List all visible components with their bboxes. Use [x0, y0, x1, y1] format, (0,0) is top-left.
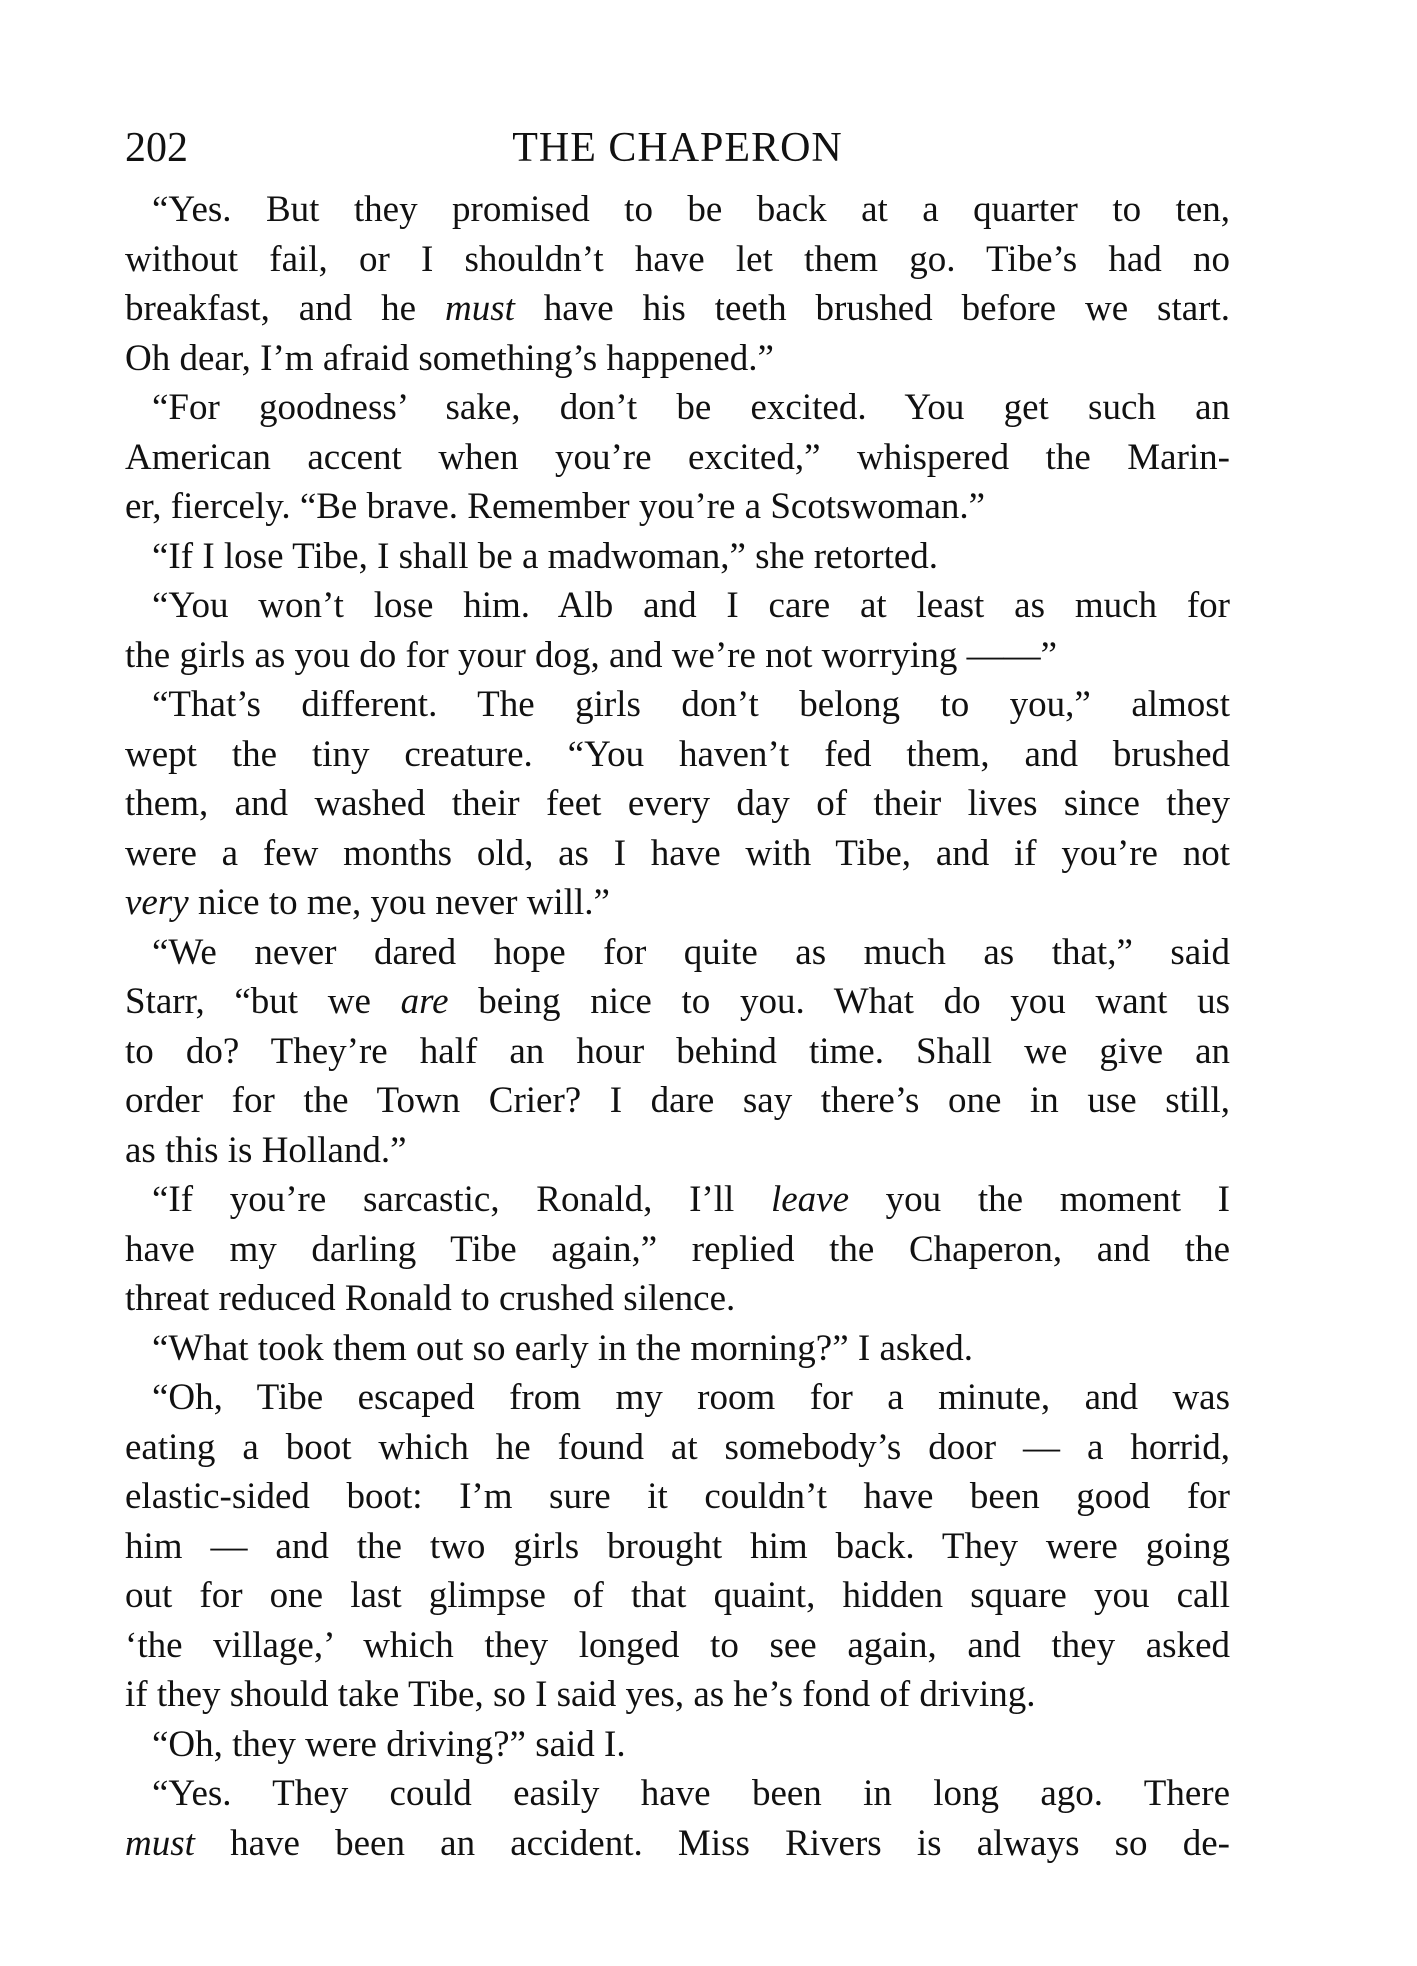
text-line: [125, 1175, 1230, 1225]
text-line: [125, 235, 1230, 285]
text-run: have been an accident. Miss Rivers is always so de-: [194, 1822, 1230, 1864]
text-run: “Yes. But they promised to be back at a quarter to ten,: [152, 189, 1230, 230]
text-run: “What took them out so early in the morning?” I asked.: [152, 1327, 973, 1369]
text-run: them, and washed their feet every day of their lives since they: [125, 783, 1230, 824]
text-run: have my darling Tibe again,” replied the Chaperon, and the: [125, 1228, 1230, 1270]
text-run: wept the tiny creature. “You haven’t fed them, and brushed: [125, 733, 1230, 775]
text-run: “For goodness’ sake, don’t be excited. You get such an: [152, 387, 1230, 428]
text-line: [125, 1472, 1230, 1522]
text-run: “You won’t lose him. Alb and I care at least as much for: [152, 585, 1230, 626]
text-line: [125, 1027, 1230, 1077]
text-run: “Oh, they were driving?” said I.: [152, 1723, 626, 1765]
text-run: have his teeth brushed before we start.: [514, 288, 1230, 329]
text-run: you the moment I: [849, 1179, 1230, 1220]
italic-text: leave: [770, 1179, 849, 1220]
text-run: to do? They’re half an hour behind time. Shall we give an: [125, 1030, 1230, 1072]
text-line: [125, 680, 1230, 730]
text-run: “We never dared hope for quite as much as that,” said: [152, 931, 1230, 973]
text-line: [125, 1373, 1230, 1423]
text-line: [125, 284, 1230, 334]
text-run: out for one last glimpse of that quaint, hidden square you call: [125, 1575, 1230, 1616]
text-line: [125, 1621, 1230, 1671]
text-run: eating a boot which he found at somebody’s door — a horrid,: [125, 1426, 1230, 1468]
text-line: [125, 977, 1230, 1027]
text-run: “That’s different. The girls don’t belong to you,” almost: [152, 684, 1230, 725]
text-run: being nice to you. What do you want us: [448, 981, 1230, 1022]
text-run: as this is Holland.”: [125, 1129, 407, 1171]
text-line: [125, 1423, 1230, 1473]
text-run: the girls as you do for your dog, and we’re not worrying ——”: [125, 634, 1057, 676]
page-number: 202: [125, 125, 188, 171]
text-run: “Oh, Tibe escaped from my room for a minute, and was: [152, 1377, 1230, 1418]
body-text: [125, 185, 1230, 1868]
text-line: [125, 185, 1230, 235]
text-run: ‘the village,’ which they longed to see again, and they asked: [125, 1624, 1230, 1666]
text-line: [125, 383, 1230, 433]
text-line: [125, 829, 1230, 879]
page-header: [125, 118, 1230, 178]
text-line: [125, 631, 1230, 681]
text-line: [125, 928, 1230, 978]
text-line: [125, 1324, 1230, 1374]
text-run: American accent when you’re excited,” whispered the Marin-: [125, 436, 1230, 478]
text-line: [125, 1274, 1230, 1324]
text-run: without fail, or I shouldn’t have let them go. Tibe’s had no: [125, 238, 1230, 280]
text-run: “If I lose Tibe, I shall be a madwoman,” she retorted.: [152, 535, 939, 577]
text-line: [125, 532, 1230, 582]
italic-text: very: [125, 882, 189, 923]
text-run: were a few months old, as I have with Tibe, and if you’re not: [125, 832, 1230, 874]
text-run: Oh dear, I’m afraid something’s happened.”: [125, 337, 774, 379]
text-line: [125, 1571, 1230, 1621]
text-line: [125, 1076, 1230, 1126]
running-title: THE CHAPERON: [512, 125, 843, 171]
text-line: [125, 1720, 1230, 1770]
text-run: nice to me, you never will.”: [188, 882, 610, 923]
text-line: [125, 1225, 1230, 1275]
text-line: [125, 1522, 1230, 1572]
text-line: [125, 1126, 1230, 1176]
text-line: [125, 581, 1230, 631]
text-line: [125, 1670, 1230, 1720]
text-run: “If you’re sarcastic, Ronald, I’ll: [152, 1179, 771, 1220]
text-line: [125, 779, 1230, 829]
text-line: [125, 878, 1230, 928]
text-line: [125, 1769, 1230, 1819]
text-run: breakfast, and he: [125, 288, 445, 329]
text-line: [125, 730, 1230, 780]
text-run: er, fiercely. “Be brave. Remember you’re a Scotswoman.”: [125, 486, 986, 527]
text-run: threat reduced Ronald to crushed silence.: [125, 1278, 736, 1319]
text-run: if they should take Tibe, so I said yes, as he’s fond of driving.: [125, 1674, 1036, 1715]
italic-text: are: [400, 981, 449, 1022]
text-line: [125, 334, 1230, 384]
text-run: Starr, “but we: [125, 981, 401, 1022]
text-run: him — and the two girls brought him back. They were going: [125, 1525, 1230, 1567]
text-run: elastic-sided boot: I’m sure it couldn’t have been good for: [125, 1476, 1230, 1517]
italic-text: must: [125, 1822, 195, 1864]
text-line: [125, 482, 1230, 532]
text-run: “Yes. They could easily have been in long ago. There: [152, 1773, 1230, 1814]
text-line: [125, 433, 1230, 483]
italic-text: must: [444, 288, 515, 329]
text-run: order for the Town Crier? I dare say there’s one in use still,: [125, 1080, 1230, 1121]
text-line: [125, 1819, 1230, 1869]
